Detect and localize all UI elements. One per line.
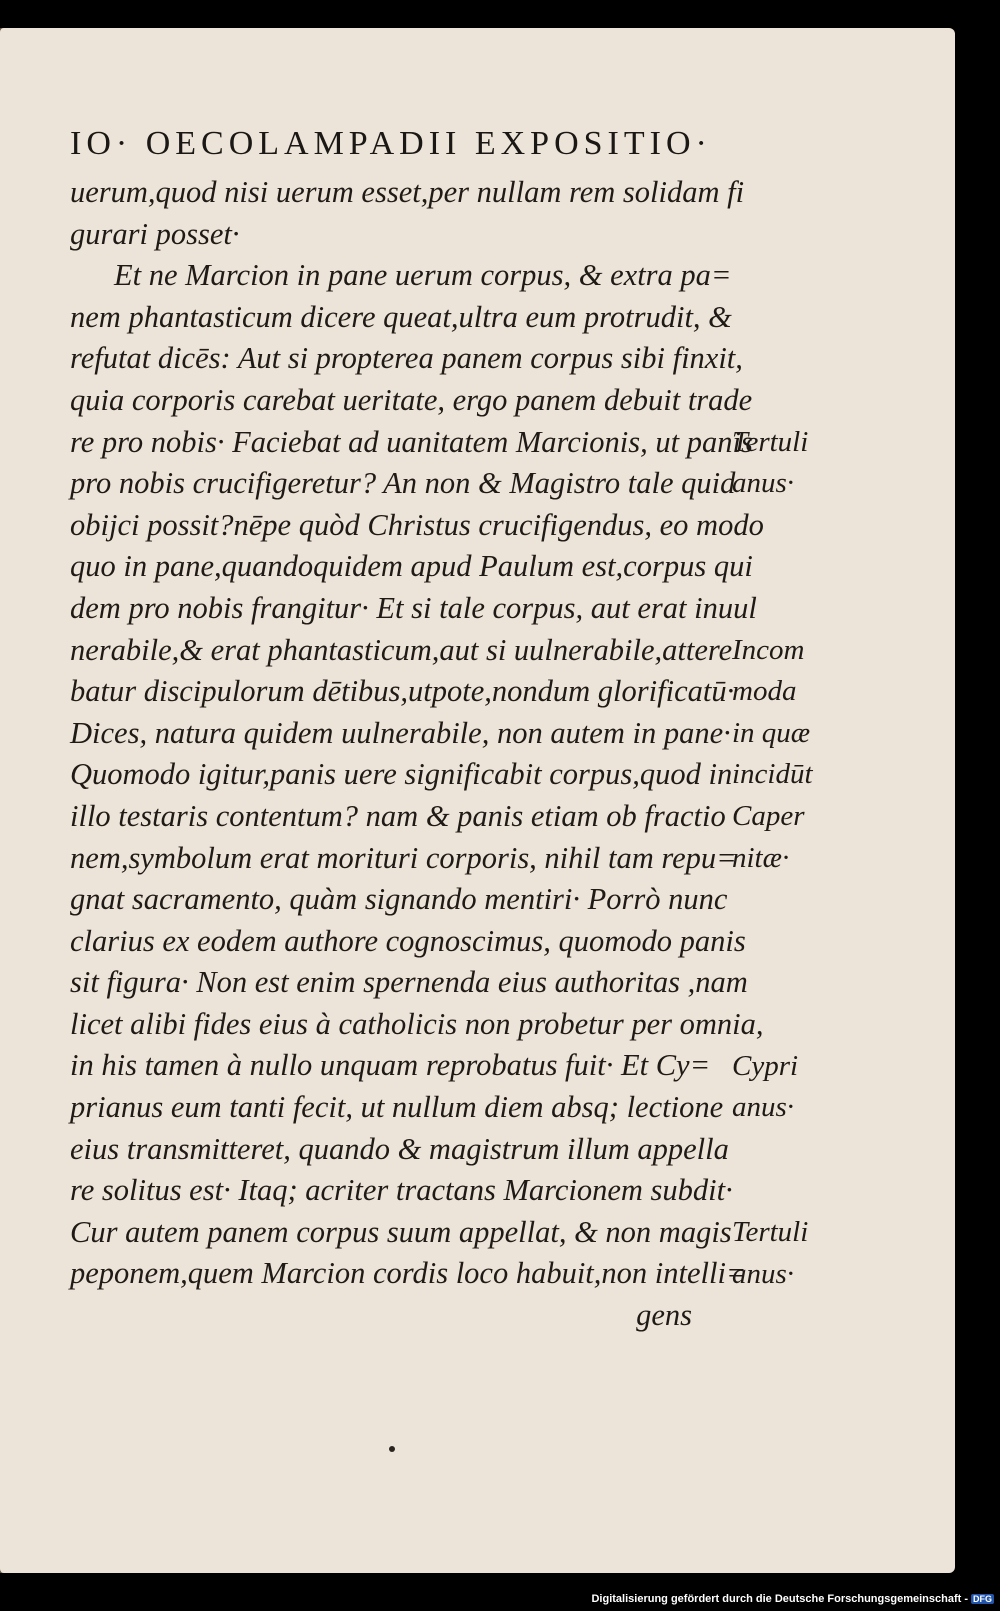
text-line: nem,symbolum erat morituri corporis, nihil tam repu= [70,840,737,875]
catchword: gens [636,1298,692,1333]
text-line: obijci possit?nēpe quòd Christus crucifigendus, eo modo [70,507,764,542]
text-line: illo testaris contentum? nam & panis etiam ob fractio [70,798,726,833]
marginal-note: in quæ [732,716,811,749]
text-line: dem pro nobis frangitur· Et si tale corpus, aut erat inuul [70,590,757,625]
text-line: prianus eum tanti fecit, ut nullum diem absq; lectione [70,1090,724,1125]
text-line: peponem,quem Marcion cordis loco habuit,non intelli= [70,1256,747,1291]
text-line: batur discipulorum dētibus,utpote,nondum glorificatū· [70,674,735,709]
text-line: quo in pane,quandoquidem apud Paulum est,corpus qui [70,549,753,584]
text-line: Quomodo igitur,panis uere significabit corpus,quod in [70,757,733,792]
marginal-note: anus· [732,1091,795,1124]
text-line: licet alibi fides eius à catholicis non probetur per omnia, [70,1006,764,1041]
ink-dot [389,1446,395,1452]
text-line: gnat sacramento, quàm signando mentiri· Porrò nunc [70,882,728,917]
marginal-note: anus· [732,467,795,500]
text-line: sit figura· Non est enim spernenda eius authoritas ,nam [70,965,748,1000]
text-line: quia corporis carebat ueritate, ergo panem debuit trade [70,382,753,417]
text-line: Dices, natura quidem uulnerabile, non autem in pane· [70,715,731,750]
text-line: nerabile,& erat phantasticum,aut si uulnerabile,attere [70,632,733,667]
text-line: in his tamen à nullo unquam reprobatus fuit· Et Cy= [70,1048,711,1083]
text-line: re pro nobis· Faciebat ad uanitatem Marcionis, ut panis [70,424,753,459]
marginal-note: incidūt [732,758,813,791]
footer-credit [591,1593,994,1605]
marginal-note: anus· [732,1257,795,1290]
text-line: pro nobis crucifigeretur? An non & Magistro tale quid [70,466,736,501]
dfg-logo-icon: DFG [973,1594,992,1604]
text-line: refutat dicēs: Aut si propterea panem corpus sibi finxit, [70,341,743,376]
marginal-note: nitæ· [732,841,790,874]
text-line: Et ne Marcion in pane uerum corpus, & extra pa= [114,258,732,293]
footer-text: Digitalisierung gefördert durch die Deutsche Forschungsgemeinschaft - [591,1593,968,1605]
text-line: gurari posset· [70,216,240,251]
marginal-note: Caper [732,800,805,832]
marginal-note: Tertuli [732,1216,809,1248]
text-line: eius transmitteret, quando & magistrum illum appella [70,1131,729,1166]
marginal-note: Cypri [732,1049,799,1082]
text-line: clarius ex eodem authore cognoscimus, quomodo panis [70,923,746,958]
marginal-note: Tertuli [732,425,809,458]
text-line: nem phantasticum dicere queat,ultra eum protrudit, & [70,299,732,334]
running-header: IO· OECOLAMPADII EXPOSITIO· [70,125,712,162]
text-line: re solitus est· Itaq; acriter tractans Marcionem subdit· [70,1173,733,1208]
marginal-note: Incom [732,633,805,666]
text-line: Cur autem panem corpus suum appellat, & non magis [70,1214,732,1249]
marginal-note: moda [732,675,797,708]
text-line: uerum,quod nisi uerum esset,per nullam rem solidam fi [70,175,745,209]
